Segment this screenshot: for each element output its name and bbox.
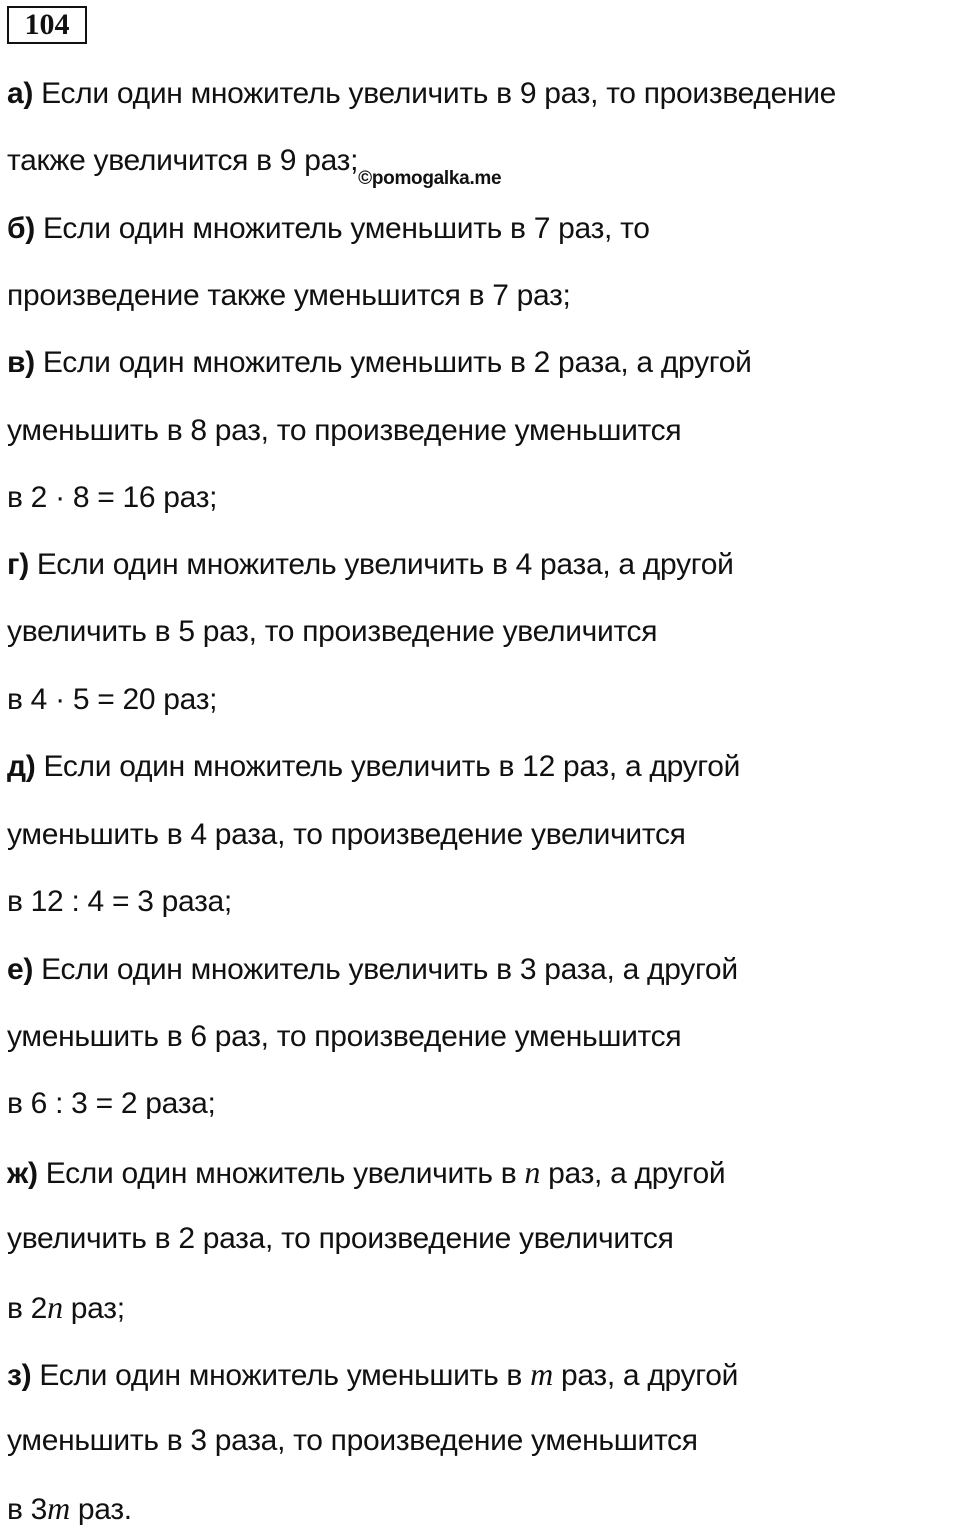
item-a-text2: также увеличится в 9 раз; bbox=[7, 144, 359, 177]
item-z-label: з) bbox=[7, 1359, 32, 1392]
item-e-line2 bbox=[7, 1017, 681, 1057]
item-zh-label: ж) bbox=[7, 1157, 38, 1190]
item-zh-text3-pre: в 2 bbox=[7, 1292, 48, 1325]
item-e-text3: в 6 : 3 = 2 раза; bbox=[7, 1087, 216, 1120]
item-a-line2 bbox=[7, 141, 502, 189]
item-e-text1: Если один множитель увеличить в 3 раза, а другой bbox=[33, 953, 738, 986]
item-g-text1: Если один множитель увеличить в 4 раза, а другой bbox=[28, 548, 734, 581]
item-z-line2 bbox=[7, 1421, 698, 1461]
item-b-text2: произведение также уменьшится в 7 раз; bbox=[7, 279, 571, 312]
item-zh-text3-post: раз; bbox=[62, 1292, 125, 1325]
item-g-line2 bbox=[7, 612, 657, 652]
item-b-line2 bbox=[7, 276, 571, 316]
item-a-line1 bbox=[7, 74, 836, 114]
item-d-line1 bbox=[7, 747, 740, 787]
item-d-text2: уменьшить в 4 раза, то произведение увеличится bbox=[7, 818, 686, 851]
problem-number: 104 bbox=[7, 6, 87, 44]
item-v-text3: в 2 · 8 = 16 раз; bbox=[7, 481, 218, 514]
item-v-line2 bbox=[7, 411, 681, 451]
item-z-line3 bbox=[7, 1488, 132, 1530]
variable-n: n bbox=[524, 1154, 541, 1190]
item-d-text3: в 12 : 4 = 3 раза; bbox=[7, 885, 232, 918]
item-zh-line3 bbox=[7, 1287, 125, 1329]
item-g-line1 bbox=[7, 545, 734, 585]
item-zh-text1-pre: Если один множитель увеличить в bbox=[37, 1157, 525, 1190]
item-z-text1-post: раз, а другой bbox=[552, 1359, 739, 1392]
item-d-line3 bbox=[7, 882, 232, 922]
item-v-line3 bbox=[7, 478, 217, 518]
variable-m: m bbox=[47, 1490, 70, 1526]
item-g-line3 bbox=[7, 680, 217, 720]
item-b-label: б) bbox=[7, 212, 35, 245]
item-a-text1: Если один множитель увеличить в 9 раз, то произведение bbox=[33, 77, 837, 110]
watermark: ©pomogalka.me bbox=[358, 168, 502, 189]
item-zh-line2 bbox=[7, 1219, 674, 1259]
item-d-line2 bbox=[7, 815, 686, 855]
item-v-text1: Если один множитель уменьшить в 2 раза, а другой bbox=[34, 346, 752, 379]
item-zh-text2: увеличить в 2 раза, то произведение увеличится bbox=[7, 1222, 674, 1255]
item-b-line1 bbox=[7, 209, 650, 249]
item-v-line1 bbox=[7, 343, 752, 383]
item-z-line1 bbox=[7, 1354, 738, 1396]
item-v-label: в) bbox=[7, 346, 35, 379]
item-d-text1: Если один множитель увеличить в 12 раз, а другой bbox=[35, 750, 741, 783]
item-b-text1: Если один множитель уменьшить в 7 раз, то bbox=[34, 212, 650, 245]
item-z-text3-pre: в 3 bbox=[7, 1493, 48, 1526]
item-e-text2: уменьшить в 6 раз, то произведение уменьшится bbox=[7, 1020, 682, 1053]
item-g-text3: в 4 · 5 = 20 раз; bbox=[7, 683, 218, 716]
item-zh-text1-post: раз, а другой bbox=[540, 1157, 726, 1190]
item-d-label: д) bbox=[7, 750, 36, 783]
item-zh-line1 bbox=[7, 1152, 725, 1194]
item-e-label: е) bbox=[7, 953, 34, 986]
item-v-text2: уменьшить в 8 раз, то произведение уменьшится bbox=[7, 414, 682, 447]
item-z-text3-post: раз. bbox=[69, 1493, 132, 1526]
item-e-line3 bbox=[7, 1084, 216, 1124]
variable-n: n bbox=[47, 1289, 63, 1325]
item-z-text1-pre: Если один множитель уменьшить в bbox=[31, 1359, 531, 1392]
item-g-label: г) bbox=[7, 548, 29, 581]
item-a-label: а) bbox=[7, 77, 34, 110]
variable-m: m bbox=[530, 1356, 553, 1392]
item-z-text2: уменьшить в 3 раза, то произведение уменьшится bbox=[7, 1424, 698, 1457]
item-g-text2: увеличить в 5 раз, то произведение увеличится bbox=[7, 615, 658, 648]
item-e-line1 bbox=[7, 950, 738, 990]
